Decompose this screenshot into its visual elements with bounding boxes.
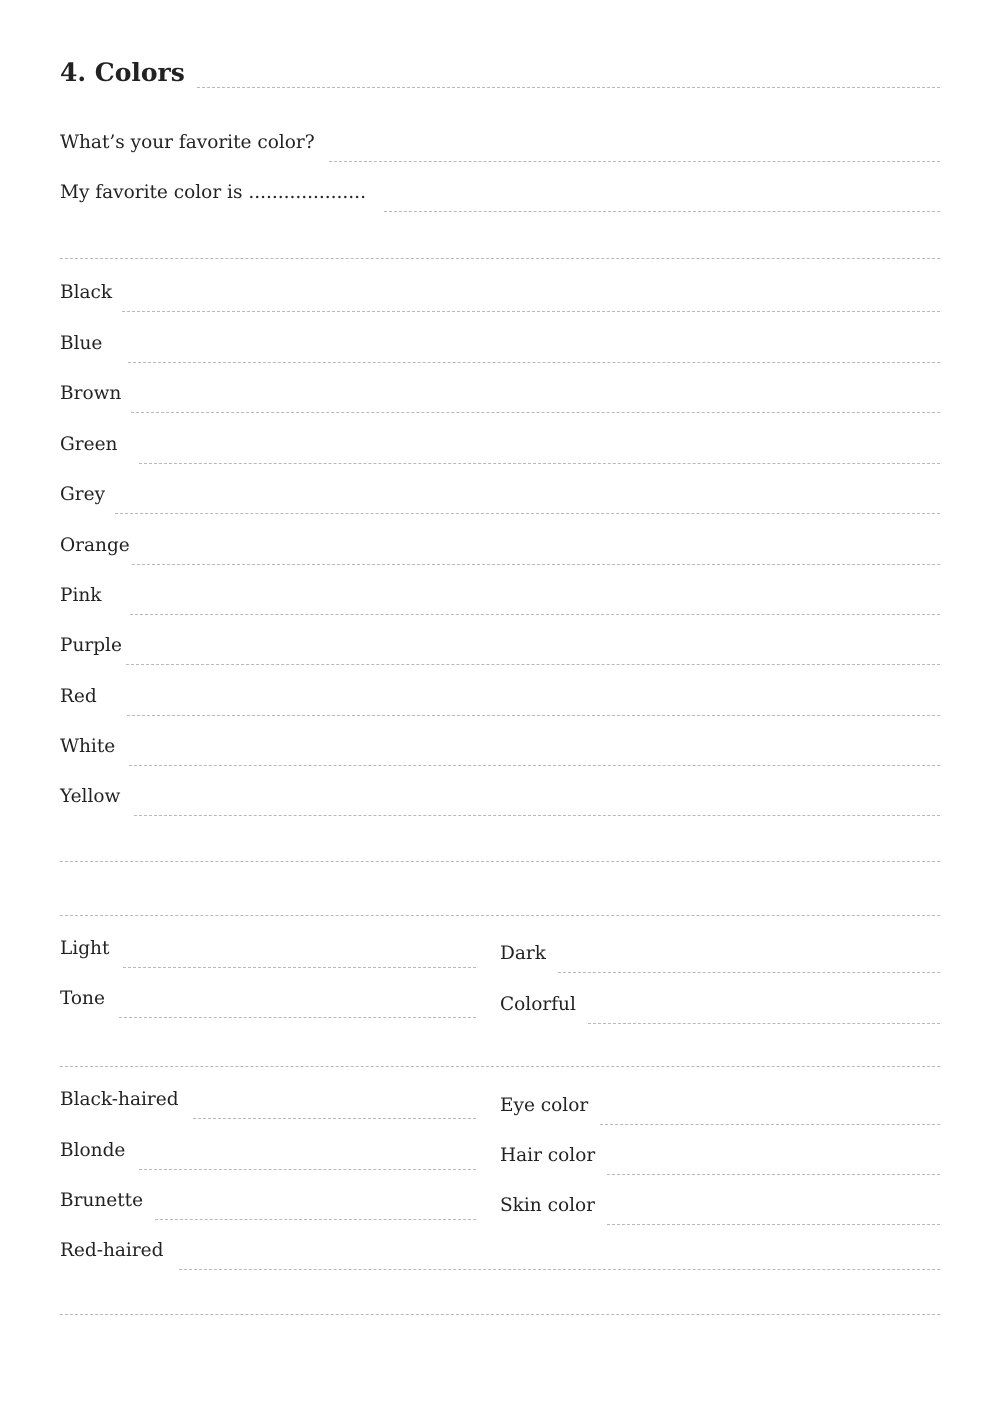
shade-label: Tone — [60, 988, 105, 1009]
answer-line[interactable] — [600, 1124, 940, 1125]
color-label: Purple — [60, 635, 122, 656]
answer-line[interactable] — [179, 1269, 940, 1270]
color-label: Orange — [60, 535, 130, 556]
answer-line[interactable] — [132, 564, 940, 565]
shade-row-tone — [60, 988, 476, 1018]
answer-line[interactable] — [155, 1219, 476, 1220]
color-row-white — [60, 736, 940, 766]
appearance-row-skin-color — [500, 1195, 940, 1225]
answer-line[interactable] — [126, 664, 940, 665]
answer-line[interactable] — [119, 1017, 476, 1018]
appearance-label: Black-haired — [60, 1089, 179, 1110]
answer-line[interactable] — [558, 972, 940, 973]
answer-line[interactable] — [131, 412, 940, 413]
appearance-label: Brunette — [60, 1190, 144, 1211]
shade-row-colorful — [500, 994, 940, 1024]
answer-line[interactable] — [128, 362, 940, 363]
answer-line[interactable] — [384, 211, 940, 212]
answer-line[interactable] — [607, 1224, 940, 1225]
answer-line[interactable] — [115, 513, 940, 514]
color-label: Blue — [60, 333, 103, 354]
answer-line[interactable] — [197, 87, 940, 88]
color-row-yellow — [60, 786, 940, 816]
shade-label: Light — [60, 938, 110, 959]
color-label: Brown — [60, 383, 122, 404]
blank-line[interactable] — [60, 1314, 940, 1315]
blank-line[interactable] — [60, 1066, 940, 1067]
color-label: Yellow — [60, 786, 121, 807]
color-row-black — [60, 282, 940, 312]
answer-line[interactable] — [129, 765, 940, 766]
color-label: Green — [60, 434, 118, 455]
color-label: Grey — [60, 484, 106, 505]
blank-line[interactable] — [60, 258, 940, 259]
answer-line[interactable] — [607, 1174, 940, 1175]
color-row-red — [60, 686, 940, 716]
blank-line[interactable] — [60, 915, 940, 916]
appearance-row-red-haired — [60, 1240, 940, 1270]
answer-line[interactable] — [122, 311, 940, 312]
answer-line[interactable] — [329, 161, 940, 162]
color-label: Pink — [60, 585, 102, 606]
shade-label: Colorful — [500, 994, 576, 1015]
color-label: Red — [60, 686, 97, 707]
section-title-row — [60, 58, 940, 88]
shade-row-dark — [500, 943, 940, 973]
answer-line[interactable] — [139, 463, 940, 464]
page-title: 4. Colors — [60, 58, 185, 87]
shade-label: Dark — [500, 943, 546, 964]
answer-line[interactable] — [193, 1118, 476, 1119]
color-row-orange — [60, 535, 940, 565]
answer-line[interactable] — [127, 715, 940, 716]
answer-prompt-label: My favorite color is .................... — [60, 182, 366, 203]
color-row-purple — [60, 635, 940, 665]
color-row-pink — [60, 585, 940, 615]
answer-line[interactable] — [134, 815, 940, 816]
color-label: White — [60, 736, 116, 757]
appearance-label: Skin color — [500, 1195, 595, 1216]
blank-line[interactable] — [60, 861, 940, 862]
appearance-label: Blonde — [60, 1140, 126, 1161]
color-row-blue — [60, 333, 940, 363]
color-label: Black — [60, 282, 113, 303]
color-row-grey — [60, 484, 940, 514]
appearance-row-brunette — [60, 1190, 476, 1220]
appearance-label: Red-haired — [60, 1240, 164, 1261]
appearance-row-blonde — [60, 1140, 476, 1170]
answer-line[interactable] — [139, 1169, 476, 1170]
appearance-row-eye-color — [500, 1095, 940, 1125]
question-label: What’s your favorite color? — [60, 132, 315, 153]
question-row — [60, 132, 940, 162]
shade-row-light — [60, 938, 476, 968]
appearance-row-black-haired — [60, 1089, 476, 1119]
answer-line[interactable] — [588, 1023, 940, 1024]
answer-line[interactable] — [130, 614, 941, 615]
appearance-label: Hair color — [500, 1145, 596, 1166]
color-row-green — [60, 434, 940, 464]
answer-line[interactable] — [123, 967, 476, 968]
appearance-row-hair-color — [500, 1145, 940, 1175]
appearance-label: Eye color — [500, 1095, 589, 1116]
color-row-brown — [60, 383, 940, 413]
answer-prompt-row — [60, 182, 940, 212]
